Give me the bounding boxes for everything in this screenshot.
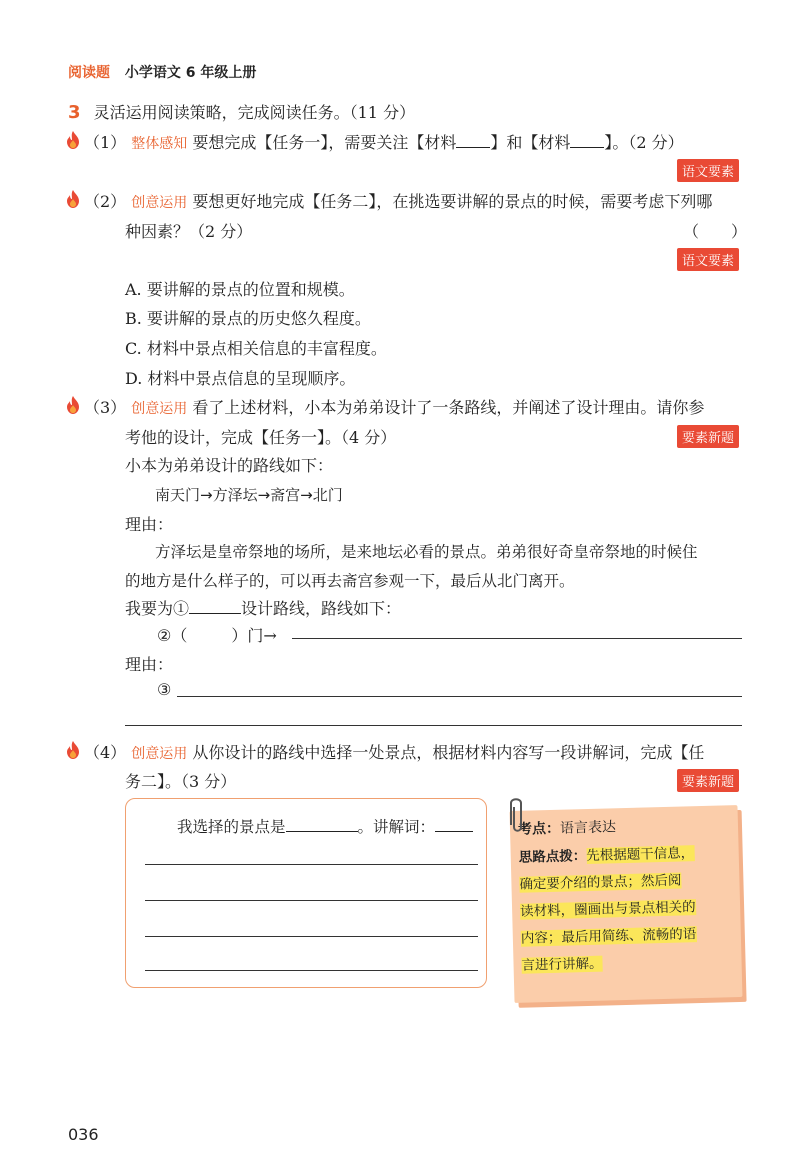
answer-box-prompt: [177, 815, 473, 837]
answer-line[interactable]: [177, 696, 742, 697]
skill-keyword: 创意运用: [131, 401, 188, 417]
tip-line: 确定要介绍的景点；然后阅: [519, 872, 682, 893]
kp-value: 语言表达: [559, 819, 617, 837]
answer-line[interactable]: [145, 970, 478, 971]
subquestion-4: [84, 740, 704, 763]
prompt-text: 设计路线，路线如下：: [241, 599, 402, 618]
prompt-text: 。讲解词：: [357, 818, 436, 836]
answer-paren[interactable]: （ ）: [683, 222, 748, 241]
question-number: 3: [68, 102, 81, 123]
flame-icon: [66, 131, 80, 149]
answer-line[interactable]: [292, 638, 742, 639]
tip-note: [510, 805, 743, 1003]
sub-number: （1）: [84, 133, 127, 152]
answer-line[interactable]: [145, 900, 478, 901]
skill-badge: 语文要素: [677, 159, 739, 182]
sub-text-line2: 考他的设计，完成【任务一】。（4 分）: [125, 428, 397, 447]
my-route-line: [125, 596, 401, 619]
sub-number: （3）: [84, 398, 127, 417]
circle-number: ②: [157, 626, 172, 645]
answer-blank[interactable]: [435, 815, 473, 832]
question-text: 灵活运用阅读策略，完成阅读任务。（11 分）: [93, 103, 416, 122]
skill-badge: 要素新题: [677, 769, 739, 792]
option-a[interactable]: A. 要讲解的景点的位置和规模。: [125, 280, 355, 299]
tip-text: [518, 839, 733, 980]
prompt-text: 我要为①: [125, 599, 190, 618]
example-route: 南天门→方泽坛→斋宫→北门: [155, 486, 343, 504]
skill-keyword: 创意运用: [131, 746, 188, 762]
reason-text: 方泽坛是皇帝祭地的场所，是来地坛必看的景点。弟弟很好奇皇帝祭地的时候住: [155, 543, 698, 561]
answer-blank[interactable]: [570, 131, 604, 148]
reason-label: 理由：: [125, 515, 174, 534]
subquestion-2: [84, 189, 712, 212]
option-b[interactable]: B. 要讲解的景点的历史悠久程度。: [125, 309, 371, 328]
subquestion-3: [84, 395, 704, 418]
sub-number: （4）: [84, 743, 127, 762]
sub-text: 要想完成【任务一】，需要关注【材料: [192, 133, 457, 152]
kp-label: 考点：: [517, 820, 561, 838]
tip-line: 读材料，圈画出与景点相关的: [519, 899, 696, 920]
sub-text: 从你设计的路线中选择一处景点，根据材料内容写一段讲解词，完成【任: [192, 743, 705, 762]
flame-icon: [66, 190, 80, 208]
circle-number: ③: [157, 680, 172, 699]
answer-line[interactable]: [145, 864, 478, 865]
paperclip-icon: [505, 795, 527, 835]
reason-text: 的地方是什么样子的，可以再去斋宫参观一下，最后从北门离开。: [125, 572, 575, 590]
sub-text-line2: 种因素？（2 分）: [125, 222, 253, 241]
sub-text: 看了上述材料，小本为弟弟设计了一条路线，并阐述了设计理由。请你参: [192, 398, 705, 417]
answer-blank[interactable]: [189, 597, 241, 614]
skill-badge: 要素新题: [677, 425, 739, 448]
tip-label: 思路点拨：: [518, 848, 587, 866]
sub-text-line2: 务二】。（3 分）: [125, 772, 237, 791]
flame-icon: [66, 741, 80, 759]
answer-blank[interactable]: [286, 815, 358, 832]
answer-line[interactable]: [125, 725, 742, 726]
paren: （: [171, 626, 188, 645]
paren: ）门→: [231, 626, 277, 645]
sub-text: 要想更好地完成【任务二】，在挑选要讲解的景点的时候，需要考虑下列哪: [192, 192, 713, 211]
tip-line: 内容；最后用简练、流畅的语: [520, 926, 697, 947]
answer-blank[interactable]: [456, 131, 490, 148]
skill-keyword: 整体感知: [131, 136, 188, 152]
reason2-label: 理由：: [125, 655, 174, 674]
answer-line[interactable]: [145, 936, 478, 937]
sub-text: 】。（2 分）: [604, 133, 684, 152]
subquestion-1: [84, 130, 684, 153]
route-fill-line: [157, 623, 277, 646]
section-tag: 阅读题: [68, 65, 110, 81]
skill-keyword: 创意运用: [131, 195, 188, 211]
sub-number: （2）: [84, 192, 127, 211]
page-header: [68, 62, 256, 82]
flame-icon: [66, 396, 80, 414]
knowledge-point: [518, 813, 731, 841]
tip-line: 先根据题干信息，: [586, 845, 695, 865]
route-intro: 小本为弟弟设计的路线如下：: [125, 456, 334, 475]
option-d[interactable]: D. 材料中景点信息的呈现顺序。: [125, 369, 356, 388]
option-c[interactable]: C. 材料中景点相关信息的丰富程度。: [125, 339, 387, 358]
sub-text: 】和【材料: [490, 133, 571, 152]
prompt-text: 我选择的景点是: [177, 818, 286, 836]
skill-badge: 语文要素: [677, 248, 739, 271]
tip-line: 言进行讲解。: [521, 955, 603, 974]
page-number: 036: [68, 1125, 99, 1144]
question-3-heading: [68, 100, 415, 123]
book-title: 小学语文 6 年级上册: [124, 65, 257, 81]
